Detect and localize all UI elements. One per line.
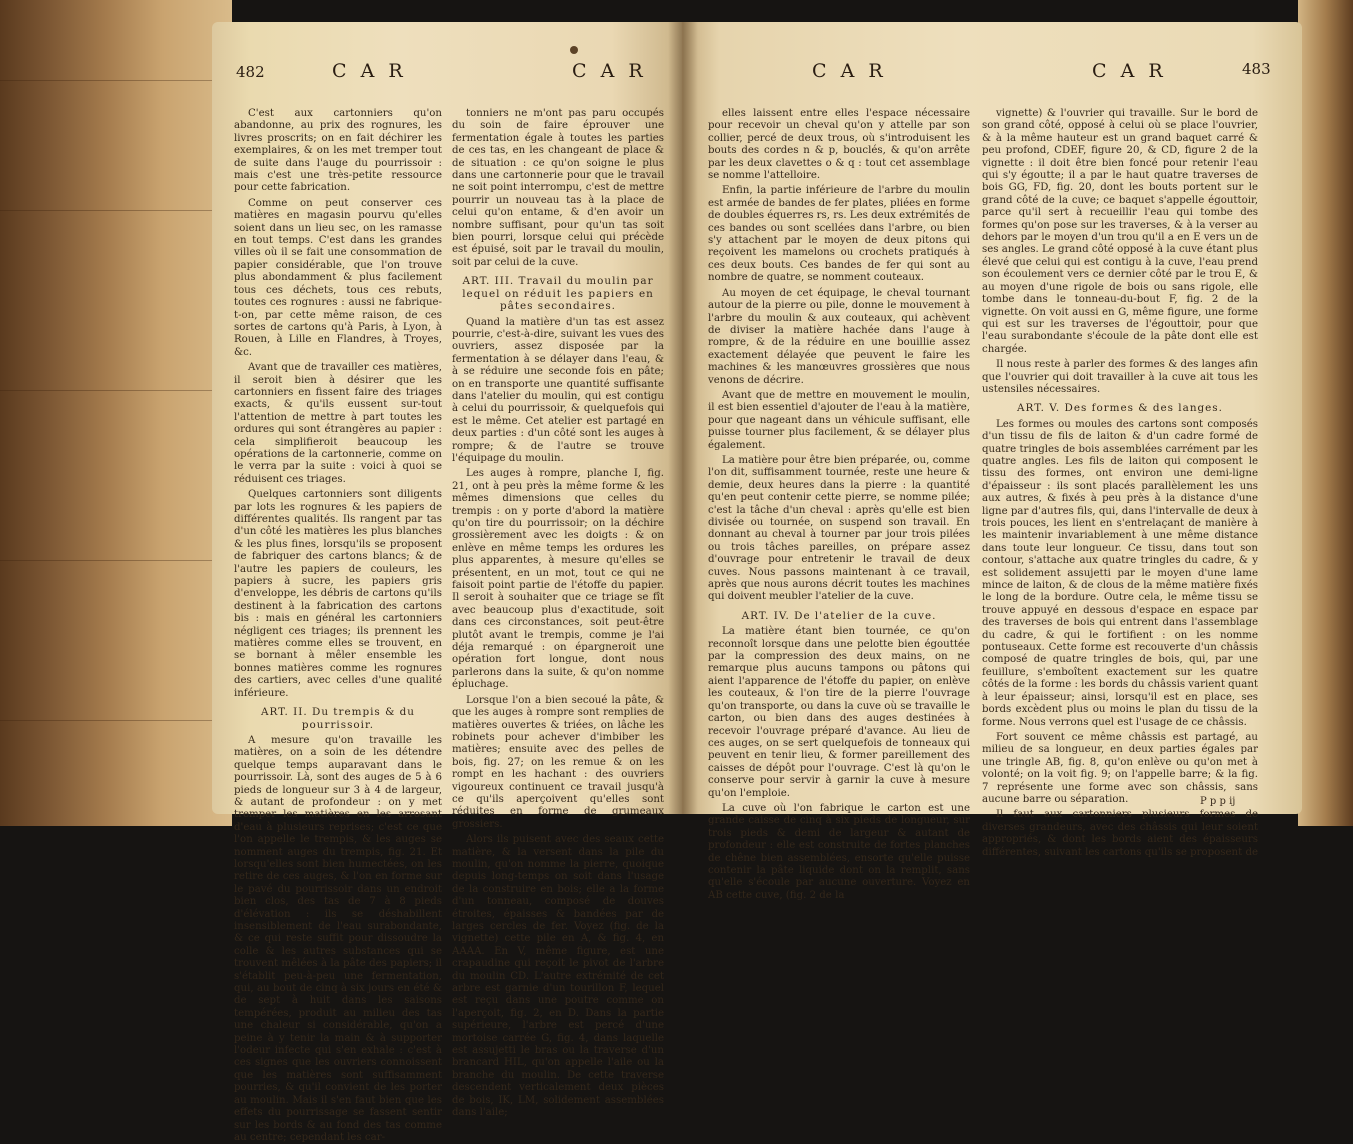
signature-mark: P p p ij [1200, 796, 1236, 807]
paragraph: La matière étant bien tournée, ce qu'on reconnoît lorsque dans une pelotte bien égouttée par la compression des deux mains, on ne remarque plus aucuns tampons ou pâtons qui aient l'apparence de l'étoffe du papier, on enlève les couteaux, & l'on tire de la pierre l'ouvrage qu'on transporte, ou dans la cuve où se travaille le carton, ou bien dans des auges destinées à recevoir l'ouvrage préparé d'avance. Au lieu de ces auges, on se sert quelquefois de tonneaux qui peuvent en tenir lieu, & former pareillement des caisses de dépôt pour l'ouvrage. C'est là qu'on le conserve pour servir à garnir la cuve à mesure qu'on l'emploie. [708, 626, 970, 799]
paragraph: Les formes ou moules des cartons sont composés d'un tissu de fils de laiton & d'un cadre formé de quatre tringles de bois assemblées carrément par les quatre angles. Les fils de laiton qui composent le tissu des formes, ont environ une demi-ligne d'épaisseur : ils sont placés parallèlement les uns aux autres, & fixés à peu près à la distance d'une ligne par d'autres fils, qui, dans l'intervalle de deux à trois pouces, les lient en s'entrelaçant de manière à les maintenir invariablement à une même distance dans toute leur longueur. Ce tissu, dans tout son contour, s'attache aux quatre tringles du cadre, & y est solidement assujetti par le moyen d'une lame mince de laiton, & de clous de la même matière fixés le long de la bordure. Outre cela, le même tissu se trouve appuyé en dessous d'espace en espace par des traverses de bois qui entrent dans l'assemblage du cadre, & qui le fortifient : on les nomme pontuseaux. Cette forme est recouverte d'un châssis composé de quatre tringles de bois, qui, par une feuillure, s'emboîtent exactement sur les quatre côtés de la forme : les bords du châssis varient quant à leur épaisseur; ainsi, lorsqu'il est en place, ses bords excèdent plus ou moins le plan du tissu de la forme. Nous verrons quel est l'usage de ce châssis. [982, 418, 1258, 728]
paragraph: Fort souvent ce même châssis est partagé, au milieu de sa longueur, en deux parties égales par une tringle AB, fig. 8, qu'on enlève ou qu'on met à volonté; on la voit fig. 9; on l'appelle barre; & la fig. 7 représente une forme avec son châssis, sans aucune barre ou séparation. [982, 731, 1258, 805]
ink-blot [570, 46, 578, 54]
paragraph: La matière pour être bien préparée, ou, comme l'on dit, suffisamment tournée, reste une heure & demie, deux heures dans la pierre : la quantité qu'en peut contenir cette pierre, se nomme pilée; c'est la tâche d'un cheval : après qu'elle est bien divisée ou tournée, on suspend son travail. En donnant au cheval à tourner par jour trois pilées ou trois tâches pareilles, on prépare assez d'ouvrage pour entretenir le travail de deux cuves. Nous passons maintenant à ce travail, après que nous aurons décrit toutes les machines qui doivent meubler l'atelier de la cuve. [708, 454, 970, 603]
left-page-column-1 [234, 108, 442, 1143]
article-heading: ART. IV. De l'atelier de la cuve. [741, 609, 937, 622]
right-page-column-2 [982, 108, 1259, 858]
paragraph: Avant que de travailler ces matières, il seroit bien à désirer que les cartonniers en fissent faire des triages exacts, & qu'ils eussent sur-tout l'attention de mettre à part toutes les ordures qui sont étrangères au papier : cela simplifieroit beaucoup les opérations de la cartonnerie, comme on le verra par la suite : voici à quoi se réduisent ces triages. [234, 362, 442, 485]
left-running-head [236, 60, 656, 86]
paragraph: Enfin, la partie inférieure de l'arbre du moulin est armée de bandes de fer plates, pliées en forme de doubles équerres rs, rs. Les deux extrémités de ces bandes ou sont scellées dans l'arbre, ou bien s'y attachent par le moyen de deux pitons qui reçoivent les mamelons ou crochets pratiqués à ces deux bouts. Ces bandes de fer qui sont au nombre de quatre, se nomment couteaux. [708, 185, 970, 284]
left-page-column-2 [452, 108, 664, 1119]
article-heading: ART. II. Du trempis & du pourrissoir. [261, 706, 415, 731]
paragraph: tonniers ne m'ont pas paru occupés du soin de faire éprouver une fermentation égale à toutes les parties de ces tas, en les changeant de place & de situation : ce qu'on soigne le plus dans une cartonnerie pour que le travail ne soit point interrompu, c'est de mettre pourrir un nouveau tas à la place de celui qu'on entame, & d'en avoir un nombre suffisant, pour qu'un tas soit bien pourri, lorsque celui qui précède est épuisé, soit par le travail du moulin, soit par celui de la cuve. [452, 108, 664, 268]
paragraph: elles laissent entre elles l'espace nécessaire pour recevoir un cheval qu'on y attelle par son collier, percé de deux trous, où s'introduisent les bouts des cordes n & p, bouclés, & qu'on arrête par les deux clavettes o & q : tout cet assemblage se nomme l'attelloire. [708, 108, 970, 182]
left-head-word-2: C A R [572, 60, 647, 82]
right-page [682, 22, 1302, 901]
left-head-word-1: C A R [332, 60, 407, 82]
paragraph: Les auges à rompre, planche I, fig. 21, ont à peu près la même forme & les mêmes dimensions que celles du trempis : on y porte d'abord la matière qu'on tire du pourrissoir; on la déchire grossièrement avec les doigts : & on enlève en même temps les ordures les plus apparentes, à mesure qu'elles se présentent, en un mot, tout ce qui ne faisoit point partie de l'étoffe du papier. Il seroit à souhaiter que ce triage se fît avec beaucoup plus d'exactitude, soit dans ces circonstances, soit peut-être plutôt avant le trempis, comme je l'ai déja remarqué : on épargneroit une opération fort longue, dont nous parlerons dans la suite, & qu'on nomme épluchage. [452, 468, 664, 691]
paragraph: Alors ils puisent avec des seaux cette matière, & la versent dans la pile du moulin, qu'on nomme la pierre, quoique depuis long-temps on soit dans l'usage de la construire en bois; elle a la forme d'un tonneau, composé de douves étroites, épaisses & bandées par de larges cercles de fer. Voyez (fig. de la vignette) cette pile en A, & fig. 4, en AAAA. En V, même figure, est une crapaudine qui reçoit le pivot de l'arbre du moulin CD. L'autre extrémité de cet arbre est garnie d'un tourillon F, lequel est reçu dans une poutre comme on l'aperçoit, fig. 2, en D. Dans la partie supérieure, l'arbre est percé d'une mortoise carrée G, fig. 4, dans laquelle est assujetti le bras ou la traverse d'un brancard HIL, qu'on appelle l'aile ou la branche du moulin. De cette traverse descendent verticalement deux pièces de bois, IK, LM, solidement assemblées dans l'aile; [452, 834, 664, 1119]
article-heading: ART. III. Travail du moulin par lequel on réduit les papiers en pâtes secondaires. [462, 275, 654, 313]
right-page-number: 483 [1242, 60, 1271, 78]
article-heading: ART. V. Des formes & des langes. [1017, 402, 1223, 415]
paragraph: Lorsque l'on a bien secoué la pâte, & que les auges à rompre sont remplies de matières ouvertes & triées, on lâche les robinets pour achever d'imbiber les matières; ensuite avec des pelles de bois, fig. 27; on les remue & on les rompt en les hachant : des ouvriers vigoureux continuent ce travail jusqu'à ce qu'ils aperçoivent qu'elles sont réduites en forme de grumeaux grossiers. [452, 694, 664, 830]
paragraph: Il nous reste à parler des formes & des langes afin que l'ouvrier qui doit travailler à la cuve ait tous les ustensiles nécessaires. [982, 359, 1258, 395]
left-page [212, 22, 682, 1143]
right-running-head [722, 60, 1282, 86]
left-page-edges [0, 0, 232, 826]
paragraph: Il faut aux cartonniers plusieurs formes de diverses grandeurs, avec des châssis qui leur soient appropriés, & dont les bords aient des épaisseurs différentes, suivant les cartons qu'ils se proposent de [982, 809, 1259, 858]
paragraph: La cuve où l'on fabrique le carton est une grande caisse de cinq à six pieds de longueur, sur trois pieds & demi de largeur & autant de profondeur : elle est construite de fortes planches de chêne bien assemblées, ensorte qu'elle puisse contenir la pâte liquide dont on la remplit, sans qu'elle s'écoule par aucune ouverture. Voyez en AB cette cuve, (fig. 2 de la [708, 802, 970, 901]
paragraph: A mesure qu'on travaille les matières, on a soin de les détendre quelque temps auparavant dans le pourrissoir. Là, sont des auges de 5 à 6 pieds de longueur sur 3 à 4 de largeur, & autant de profondeur : on y met tremper les matières en les arrosant d'eau à plusieurs reprises; c'est ce que l'on appelle le trempis, & les auges se nomment auges du trempis, fig. 21. Et lorsqu'elles sont bien humectées, on les retire de ces auges, & l'on en forme sur le pavé du pourrissoir dans un endroit bien clos, des tas de 7 à 8 pieds d'élévation : ils se déshabillent insensiblement de l'eau surabondante, & ce qui reste suffit pour dissoudre la colle & les autres substances qui se trouvent mêlées à la pâte des papiers; il s'établit peu-à-peu une fermentation, qui, au bout de cinq à six jours en été & de sept à huit dans les saisons tempérées, produit au milieu des tas une chaleur si considérable, qu'on a peine à y tenir la main & à supporter l'odeur infecte qui s'en exhale : c'est à ces signes que les ouvriers connoissent que les matières sont suffisamment pourries, & qu'il convient de les porter au moulin. Mais il s'en faut bien que les effets du pourrissage se fassent sentir sur les bords & au fond des tas comme au centre; cependant les car- [234, 734, 442, 1143]
left-page-number: 482 [236, 63, 265, 81]
paragraph: Au moyen de cet équipage, le cheval tournant autour de la pierre ou pile, donne le mouvement à l'arbre du moulin & aux couteaux, qui achèvent de diviser la matière hachée dans l'auge à rompre, & de la réduire en une bouillie assez exactement délayée que peuvent le faire les machines & les manœuvres grossières que nous venons de décrire. [708, 287, 970, 386]
paragraph: Avant que de mettre en mouvement le moulin, il est bien essentiel d'ajouter de l'eau à la matière, pour que nageant dans un véhicule suffisant, elle puisse tourner plus facilement, & se délayer plus également. [708, 389, 970, 451]
paragraph: Comme on peut conserver ces matières en magasin pourvu qu'elles soient dans un lieu sec, on les ramasse en tout temps. C'est dans les grandes villes où il se fait une consommation de papier considérable, que l'on trouve plus abondamment & plus facilement tous ces déchets, tous ces rebuts, toutes ces rognures : aussi ne fabrique-t-on, par cette même raison, de ces sortes de cartons qu'à Paris, à Lyon, à Rouen, à Lille en Flandres, à Troyes, &c. [234, 197, 442, 358]
paragraph: Quand la matière d'un tas est assez pourrie, c'est-à-dire, suivant les vues des ouvriers, assez disposée par la fermentation à se délayer dans l'eau, & à se réduire une seconde fois en pâte; on en transporte une quantité suffisante dans l'atelier du moulin, qui est contigu à celui du pourrissoir, & quelquefois qui est le même. Cet atelier est partagé en deux parties : d'un côté sont les auges à rompre; & de l'autre se trouve l'équipage du moulin. [452, 316, 664, 464]
paragraph: Quelques cartonniers sont diligents par lots les rognures & les papiers de différentes qualités. Ils rangent par tas d'un côté les matières les plus blanches & les plus fines, lorsqu'ils se proposent de fabriquer des cartons blancs; & de l'autre les papiers de couleurs, les papiers à sucre, les papiers gris d'enveloppe, les débris de cartons qu'ils destinent à la fabrication des cartons bis : mais en général les cartonniers négligent ces triages; ils prennent les matières comme elles se trouvent, en se bornant à mêler ensemble les bonnes matières comme les rognures des cartiers, avec celles d'une qualité inférieure. [234, 489, 442, 699]
paragraph: C'est aux cartonniers qu'on abandonne, au prix des rognures, les livres proscrits; on en fait déchirer les exemplaires, & on les met tremper tout de suite dans l'auge du pourrissoir : mais c'est une très-petite ressource pour cette fabrication. [234, 108, 442, 194]
right-page-edges [1298, 0, 1353, 826]
paragraph: vignette) & l'ouvrier qui travaille. Sur le bord de son grand côté, opposé à celui où se place l'ouvrier, & à la même hauteur est un grand baquet carré & peu profond, CDEF, figure 20, & CD, figure 2 de la vignette : il doit être bien foncé pour retenir l'eau qui s'y égoutte; il a par le haut quatre traverses de bois GG, FD, fig. 20, dont les bouts portent sur le grand côté de la cuve; ce baquet s'appelle égouttoir, parce qu'il sert à recueillir l'eau qui tombe des formes qu'on pose sur les traverses, & à la verser au dehors par le moyen d'un trou qu'il a en E vers un de ses angles. Le grand côté opposé à la cuve étant plus élevé que celui qui est contigu à la cuve, l'eau prend son écoulement vers ce dernier côté par le trou E, & au moyen d'une rigole de bois ou sans rigole, elle tombe dans le tonneau-du-bout F, fig. 2 de la vignette. On voit aussi en G, même figure, une forme qui est sur les traverses de l'égouttoir, pour que l'eau surabondante s'écoule de la pâte dont elle est chargée. [982, 108, 1258, 355]
book-gutter [668, 22, 698, 814]
right-page-column-1 [708, 108, 970, 901]
right-head-word-1: C A R [812, 60, 887, 82]
right-head-word-2: C A R [1092, 60, 1167, 82]
